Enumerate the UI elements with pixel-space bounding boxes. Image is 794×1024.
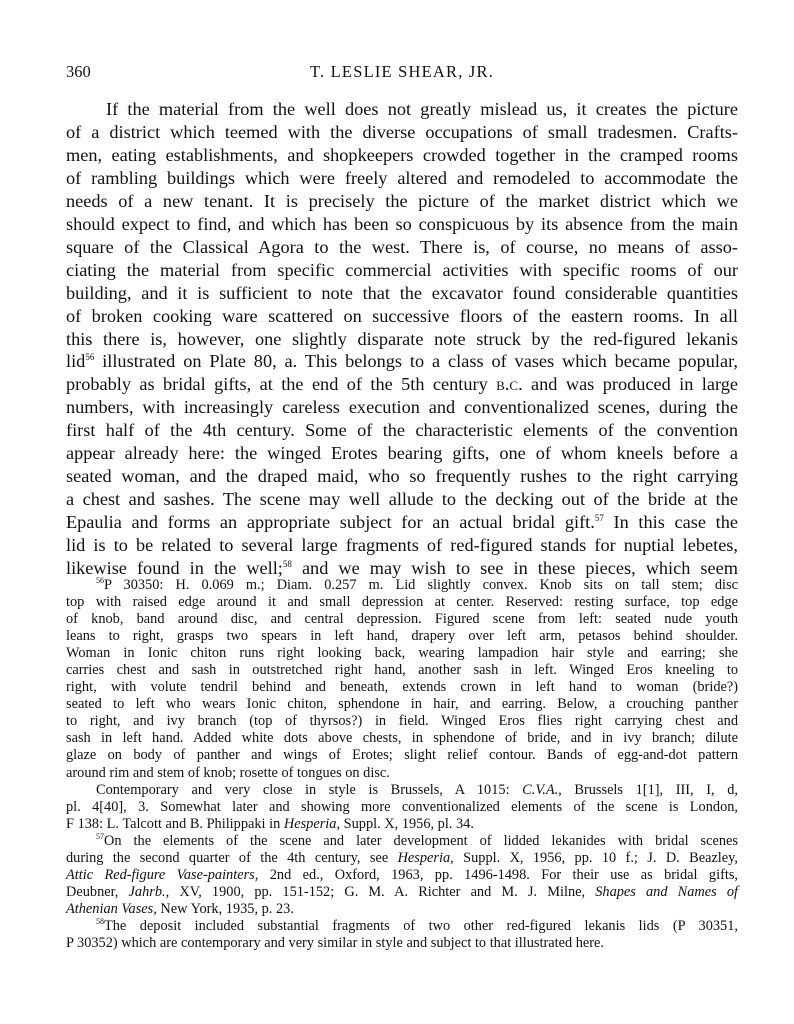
body-text-span: likewise found in the well; — [66, 558, 283, 579]
footnote-text: The deposit included substantial fragments of two other red-figured lekanis lids (P 30351, — [104, 917, 738, 934]
footnote-57-line — [66, 867, 738, 884]
footnote-57-line — [66, 884, 738, 901]
footnote-text: New York, 1935, p. 23. — [156, 900, 294, 917]
footnotes — [66, 577, 738, 952]
footnote-56-line: carries chest and sash in outstretched right hand, another sash in left. Winged Eros kneeling to — [66, 662, 738, 679]
body-line — [66, 511, 738, 534]
footnote-56-line: right, with volute tendril behind and beneath, extends crown in left hand to woman (bride?) — [66, 679, 738, 696]
body-line: first half of the 4th century. Some of the characteristic elements of the convention — [66, 420, 738, 441]
body-line: this there is, however, one slightly disparate note struck by the red-figured lekanis — [66, 328, 738, 349]
body-line: If the material from the well does not greatly mislead us, it creates the picture — [106, 99, 738, 119]
body-line: men, eating establishments, and shopkeepers crowded together in the cramped rooms — [66, 144, 738, 165]
footnote-56-line: around rim and stem of knob; rosette of tongues on disc. — [66, 764, 390, 781]
citation-title: Athenian Vases, — [66, 900, 157, 917]
body-line: of a district which teemed with the diverse occupations of small tradesmen. Crafts- — [66, 121, 738, 142]
footnote-56-line: glaze on body of panther and wings of Erotes; slight relief contour. Bands of egg-and-dot pattern — [66, 747, 738, 764]
body-line: building, and it is sufficient to note that the excavator found considerable quantities — [66, 282, 738, 303]
body-text-span: illustrated on Plate 80, a. This belongs to a class of vases which became popular, — [94, 351, 738, 372]
page-number: 360 — [66, 62, 91, 81]
body-text-span: and was produced in large — [522, 374, 738, 395]
body-line: appear already here: the winged Erotes bearing gifts, one of whom kneels before a — [66, 443, 738, 464]
running-head: T. LESLIE SHEAR, JR. — [309, 62, 495, 81]
body-line: should expect to find, and which has been so conspicuous by its absence from the main — [66, 213, 738, 234]
footnote-text: during the second quarter of the 4th century, see — [66, 849, 398, 866]
footnote-text: F 138: L. Talcott and B. Philippaki in — [66, 815, 284, 832]
citation-title: Attic Red-figure Vase-painters, — [66, 866, 259, 883]
body-line: square of the Classical Agora to the west. There is, of course, no means of asso- — [66, 236, 738, 257]
footnote-text: Suppl. X, 1956, pl. 34. — [340, 815, 474, 832]
footnote-ref-58[interactable]: 58 — [282, 559, 292, 570]
footnote-56-line — [66, 816, 738, 833]
page-header — [66, 62, 738, 86]
body-text-span: and we may wish to see in these pieces, which seem — [291, 558, 738, 579]
footnote-text: Deubner, — [66, 883, 129, 900]
body-line: a chest and sashes. The scene may well allude to the decking out of the bride at the — [66, 489, 738, 510]
body-line — [66, 373, 738, 396]
footnote-56-line — [66, 782, 738, 799]
footnote-ref-57[interactable]: 57 — [594, 513, 604, 524]
body-line: of broken cooking ware scattered on successive floors of the eastern rooms. In all — [66, 305, 738, 326]
main-paragraph — [66, 98, 738, 580]
citation-title: Hesperia, — [283, 815, 341, 832]
footnote-number-57: 57 — [96, 831, 104, 841]
footnote-57-line — [66, 850, 738, 867]
footnote-text: P 30350: H. 0.069 m.; Diam. 0.257 m. Lid slightly convex. Knob sits on tall stem; disc — [104, 577, 738, 593]
footnote-56-line: sash in left hand. Added white dots above chests, in sphendone of bride, and in ivy branch; dilute — [66, 730, 738, 747]
footnote-57-line — [66, 833, 738, 850]
citation-title: Hesperia, — [397, 849, 454, 866]
citation-title: Shapes and Names of — [595, 883, 738, 900]
footnote-56-line: Woman in Ionic chiton runs right looking back, wearing lampadion hair style and earring; she — [66, 645, 738, 662]
body-text-span: In this case the — [603, 512, 739, 533]
footnote-56-line: top with raised edge around it and small depression at center. Reserved: resting surface, top edge — [66, 594, 738, 611]
footnote-56-line: pl. 4[40], 3. Somewhat later and showing more conventionalized elements of the scene is London, — [66, 798, 738, 815]
body-line: lid is to be related to several large fragments of red-figured stands for nuptial lebetes, — [66, 535, 738, 556]
footnote-number-58: 58 — [96, 916, 104, 926]
footnote-57-line — [66, 901, 738, 918]
footnote-text: 2nd ed., Oxford, 1963, pp. 1496-1498. For their use as bridal gifts, — [258, 866, 738, 883]
footnote-56-line: of knob, band around disc, and central depression. Figured scene from left: seated nude youth — [66, 611, 738, 628]
body-text-span: Epaulia and forms an appropriate subject for an actual bridal gift. — [66, 512, 595, 533]
footnote-56-line — [66, 577, 738, 594]
body-line: needs of a new tenant. It is precisely the picture of the market district which we — [66, 190, 738, 211]
body-text-span: lid — [66, 351, 86, 372]
bc-abbrev: b.c. — [496, 374, 523, 395]
footnote-58-line: P 30352) which are contemporary and very similar in style and subject to that illustrated here. — [66, 934, 605, 951]
footnote-number-56: 56 — [96, 576, 104, 585]
citation-title: C.V.A., — [522, 781, 562, 798]
body-line: numbers, with increasingly careless execution and conventionalized scenes, during the — [66, 397, 738, 418]
footnote-56-line: to right, and ivy branch (top of thyrsos?) in field. Winged Eros flies right carrying chest and — [66, 713, 738, 730]
body-line: of rambling buildings which were freely altered and remodeled to accommodate the — [66, 167, 738, 188]
footnote-text: Suppl. X, 1956, pp. 10 f.; J. D. Beazley, — [453, 849, 738, 866]
citation-title: Jahrb., — [128, 883, 170, 900]
body-line: seated woman, and the draped maid, who so frequently rushes to the right carrying — [66, 466, 738, 487]
footnote-text: Contemporary and very close in style is Brussels, A 1015: — [96, 781, 523, 798]
body-text-span: probably as bridal gifts, at the end of the 5th century — [66, 374, 497, 395]
footnote-58-line — [66, 918, 738, 935]
footnote-56-line: leans to right, grasps two spears in left hand, drapery over left arm, petasos behind shoulder. — [66, 628, 738, 645]
footnote-text: XV, 1900, pp. 151-152; G. M. A. Richter and M. J. Milne, — [169, 883, 596, 900]
body-line: ciating the material from specific commercial activities with specific rooms of our — [66, 259, 738, 280]
footnote-text: On the elements of the scene and later development of lidded lekanides with bridal scenes — [104, 832, 738, 849]
footnote-ref-56[interactable]: 56 — [85, 352, 95, 363]
body-line — [66, 350, 738, 373]
footnote-text: Brussels 1[1], III, I, d, — [561, 781, 738, 798]
footnote-56-line: seated to left who wears Ionic chiton, sphendone in hair, and earring. Below, a crouching panther — [66, 696, 738, 713]
